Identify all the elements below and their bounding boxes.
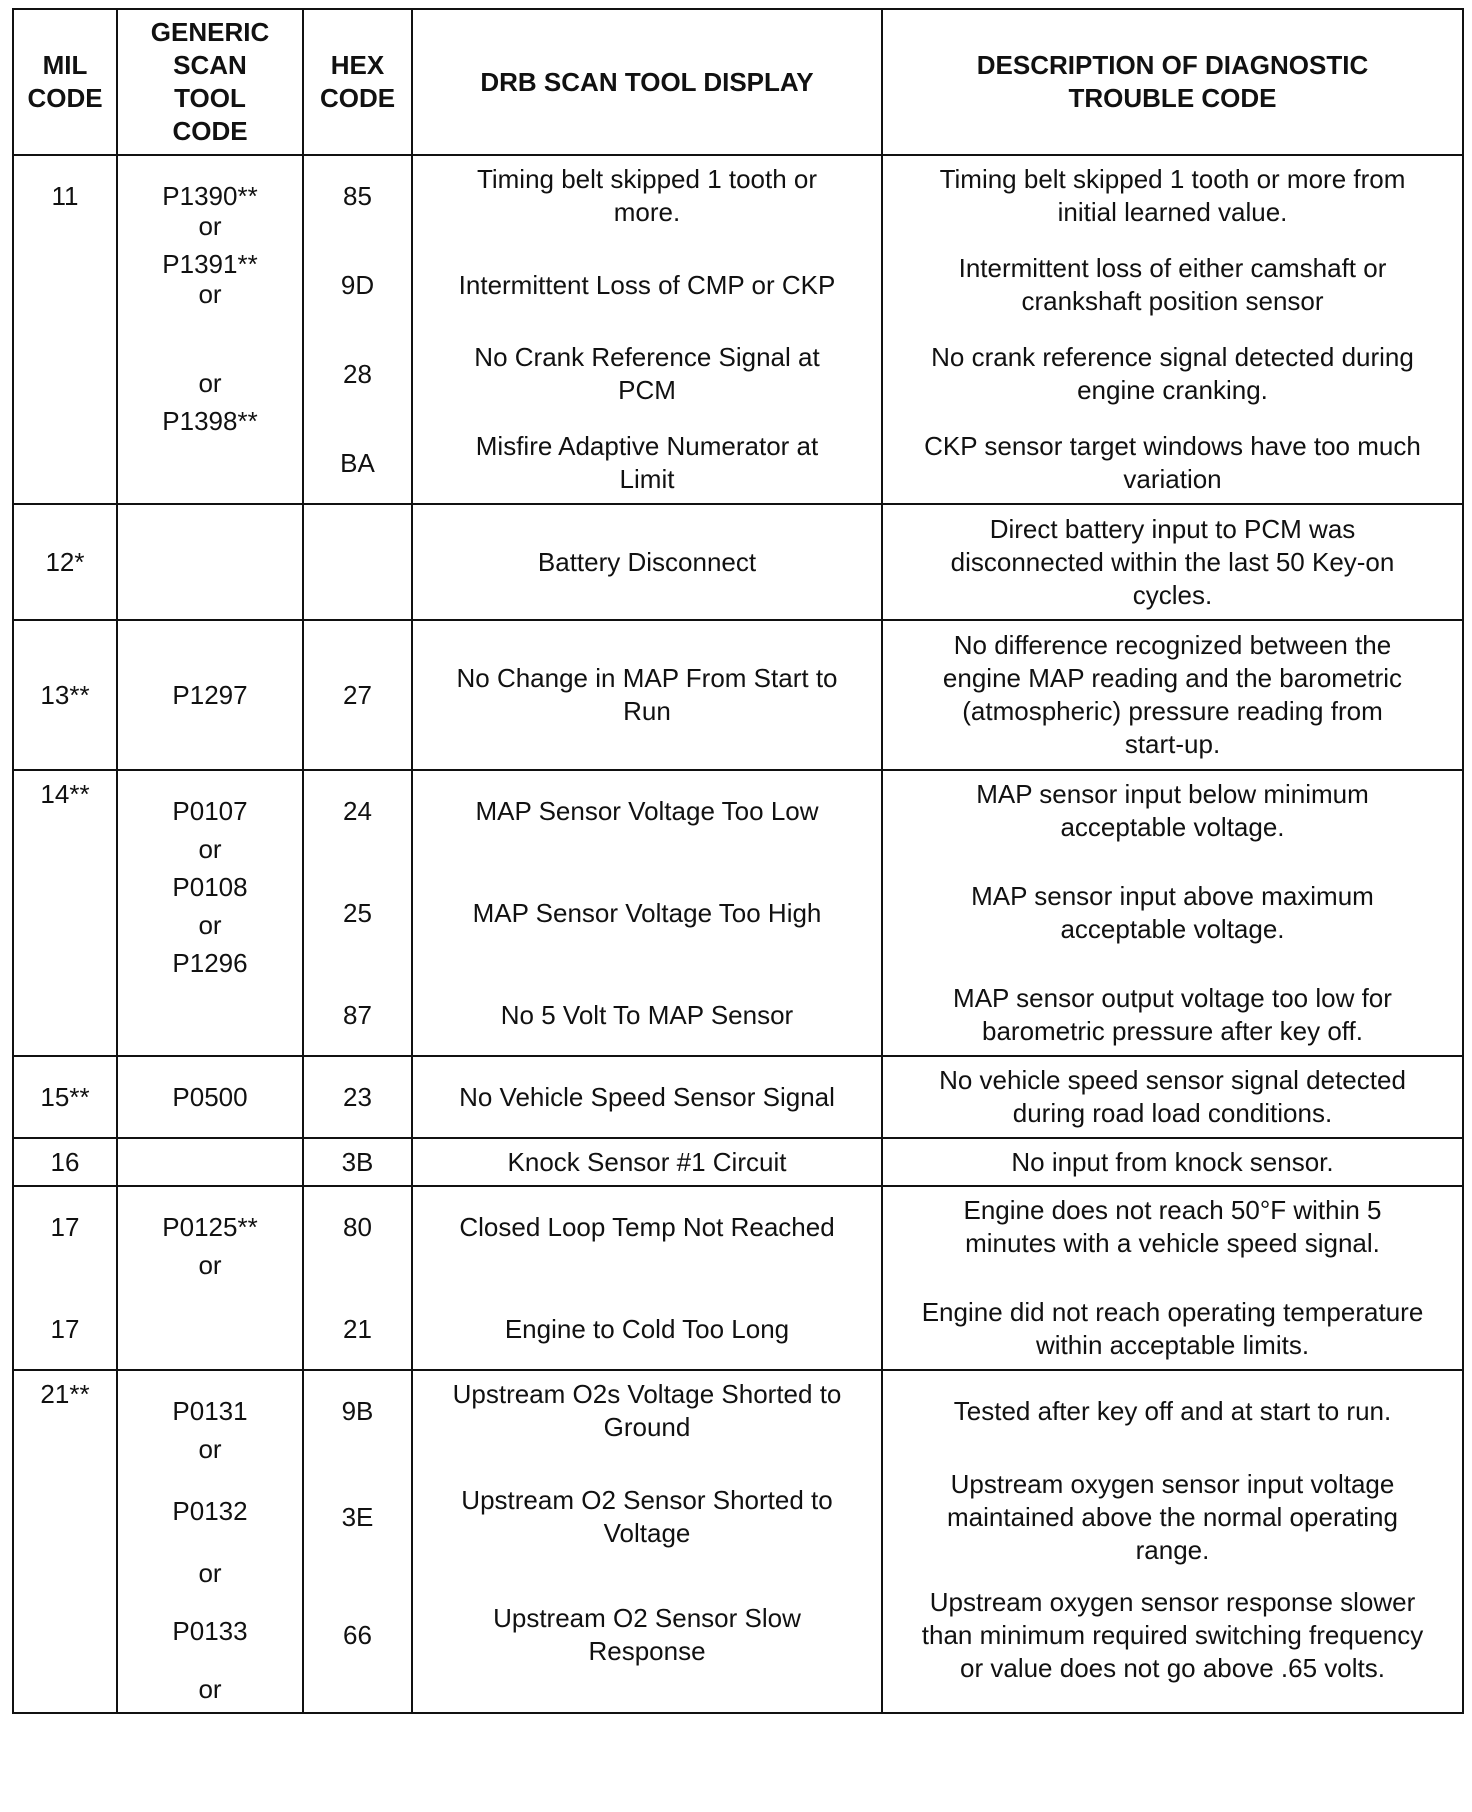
drb-text: No Change in MAP From Start to xyxy=(456,663,838,693)
mil-code-cell xyxy=(13,155,117,504)
description-cell xyxy=(882,620,1463,770)
hex-code: 3E xyxy=(341,1501,374,1532)
drb-text: Misfire Adaptive Numerator at xyxy=(475,431,819,461)
generic-code: P1296 xyxy=(172,947,248,978)
mil-code-cell xyxy=(13,770,117,1056)
header-generic-line2: SCAN xyxy=(173,50,247,80)
header-generic-line1: GENERIC xyxy=(150,17,270,47)
header-drb-line1: DRB SCAN TOOL DISPLAY xyxy=(480,66,814,97)
description-text: MAP sensor input below minimum xyxy=(976,779,1369,809)
drb-text: Voltage xyxy=(603,1518,691,1548)
description-text: or value does not go above .65 volts. xyxy=(960,1652,1385,1683)
description-text: MAP sensor output voltage too low for xyxy=(953,983,1392,1013)
description-cell xyxy=(882,1056,1463,1138)
hex-code: 27 xyxy=(343,679,372,710)
generic-code: P1391** xyxy=(162,248,258,279)
description-text: Upstream oxygen sensor response slower xyxy=(929,1586,1416,1617)
generic-code: P0107 xyxy=(172,795,248,826)
drb-text: No 5 Volt To MAP Sensor xyxy=(500,999,794,1030)
hex-code: 25 xyxy=(343,897,372,928)
drb-text: Response xyxy=(588,1636,706,1666)
generic-code-cell xyxy=(117,620,303,770)
drb-text: PCM xyxy=(618,375,676,405)
hex-code: 85 xyxy=(343,180,372,211)
header-generic-scan-tool-code xyxy=(117,9,303,155)
or-separator: or xyxy=(198,833,222,864)
header-hex-line1: HEX xyxy=(330,50,385,80)
drb-text: MAP Sensor Voltage Too High xyxy=(472,897,822,928)
description-text: Engine does not reach 50°F within 5 xyxy=(963,1195,1382,1225)
generic-code-cell xyxy=(117,770,303,1056)
drb-text: Upstream O2 Sensor Slow xyxy=(493,1603,801,1633)
description-text: Intermittent loss of either camshaft or xyxy=(958,253,1387,283)
drb-text: Limit xyxy=(619,464,675,494)
hex-code: 24 xyxy=(343,795,372,826)
or-separator: or xyxy=(198,210,222,241)
hex-code: 9D xyxy=(340,269,375,300)
description-text: cycles. xyxy=(1132,579,1213,610)
hex-code: BA xyxy=(340,447,375,478)
dtc-table xyxy=(12,8,1464,1714)
or-separator: or xyxy=(198,1433,222,1464)
dtc-table-container xyxy=(12,8,1462,1714)
description-text: No difference recognized between the xyxy=(953,630,1392,660)
generic-code: P0108 xyxy=(172,871,248,902)
generic-code-cell xyxy=(117,1370,303,1713)
generic-code: P1390** xyxy=(162,180,258,211)
generic-code: P0133 xyxy=(172,1615,248,1646)
or-separator: or xyxy=(198,1557,222,1588)
header-hex-code xyxy=(303,9,412,155)
generic-code: P1398** xyxy=(162,405,258,436)
header-hex-line2: CODE xyxy=(319,83,396,113)
generic-code: P0500 xyxy=(172,1081,248,1112)
description-text: Tested after key off and at start to run. xyxy=(953,1395,1392,1426)
header-description xyxy=(882,9,1463,155)
hex-code-cell xyxy=(303,770,412,1056)
generic-code-cell xyxy=(117,155,303,504)
table-row-mil-13 xyxy=(13,620,1463,770)
header-generic-line3: TOOL xyxy=(174,83,246,113)
or-separator: or xyxy=(198,278,222,309)
hex-code: 80 xyxy=(343,1211,372,1242)
table-row-mil-21 xyxy=(13,1370,1463,1713)
description-text: barometric pressure after key off. xyxy=(981,1016,1363,1046)
header-desc-line2: TROUBLE CODE xyxy=(1068,83,1277,113)
mil-code: 13** xyxy=(40,679,90,710)
description-text: (atmospheric) pressure reading from xyxy=(962,696,1383,726)
hex-code-cell xyxy=(303,1056,412,1138)
drb-display-cell xyxy=(412,504,882,620)
mil-code: 12* xyxy=(45,546,85,577)
description-text: No vehicle speed sensor signal detected xyxy=(939,1065,1406,1095)
description-cell xyxy=(882,155,1463,504)
generic-code: P0125** xyxy=(162,1211,258,1242)
description-text: than minimum required switching frequency xyxy=(921,1619,1424,1650)
hex-code: 3B xyxy=(341,1146,374,1177)
description-text: crankshaft position sensor xyxy=(1021,286,1324,316)
mil-code-cell xyxy=(13,504,117,620)
drb-display-cell xyxy=(412,155,882,504)
hex-code: 21 xyxy=(343,1313,372,1344)
description-text: MAP sensor input above maximum xyxy=(971,881,1374,911)
mil-code-cell xyxy=(13,1370,117,1713)
generic-code: P0132 xyxy=(172,1495,248,1526)
description-cell xyxy=(882,1186,1463,1370)
table-row-mil-17 xyxy=(13,1186,1463,1370)
drb-text: Timing belt skipped 1 tooth or xyxy=(476,164,818,194)
hex-code: 23 xyxy=(343,1081,372,1112)
generic-code-cell xyxy=(117,1056,303,1138)
drb-text: Battery Disconnect xyxy=(537,546,757,577)
drb-text: Knock Sensor #1 Circuit xyxy=(507,1146,787,1177)
mil-code-cell xyxy=(13,620,117,770)
drb-display-cell xyxy=(412,770,882,1056)
description-text: Direct battery input to PCM was xyxy=(989,513,1356,544)
drb-display-cell xyxy=(412,1370,882,1713)
description-text: CKP sensor target windows have too much xyxy=(924,431,1421,461)
hex-code: 87 xyxy=(343,999,372,1030)
table-row-mil-14 xyxy=(13,770,1463,1056)
mil-code: 17 xyxy=(50,1313,80,1344)
mil-code: 11 xyxy=(51,180,79,211)
hex-code-cell xyxy=(303,1186,412,1370)
drb-display-cell xyxy=(412,1186,882,1370)
generic-code-cell xyxy=(117,1186,303,1370)
header-generic-line4: CODE xyxy=(172,116,248,146)
header-mil-line1: MIL xyxy=(42,50,88,80)
description-text: range. xyxy=(1135,1534,1210,1565)
header-desc-line1: DESCRIPTION OF DIAGNOSTIC xyxy=(976,50,1369,80)
header-mil-line2: CODE xyxy=(27,83,103,113)
description-text: within acceptable limits. xyxy=(1035,1330,1310,1360)
generic-code: P1297 xyxy=(172,679,248,710)
description-cell xyxy=(882,770,1463,1056)
mil-code-cell xyxy=(13,1056,117,1138)
description-text: during road load conditions. xyxy=(1012,1098,1333,1128)
mil-code-cell xyxy=(13,1138,117,1186)
mil-code: 21** xyxy=(40,1378,90,1409)
hex-code-cell xyxy=(303,504,412,620)
mil-code: 14** xyxy=(40,778,90,809)
description-text: minutes with a vehicle speed signal. xyxy=(965,1228,1380,1258)
or-separator: or xyxy=(198,1673,222,1704)
description-text: disconnected within the last 50 Key-on xyxy=(950,546,1395,577)
drb-text: Closed Loop Temp Not Reached xyxy=(459,1211,835,1242)
description-text: Timing belt skipped 1 tooth or more from xyxy=(939,164,1406,194)
description-text: Upstream oxygen sensor input voltage xyxy=(950,1468,1395,1499)
generic-code-cell xyxy=(117,1138,303,1186)
hex-code: 28 xyxy=(343,358,372,389)
description-cell xyxy=(882,1370,1463,1713)
or-separator: or xyxy=(198,909,222,940)
mil-code-cell xyxy=(13,1186,117,1370)
description-text: acceptable voltage. xyxy=(1060,914,1285,944)
description-cell xyxy=(882,504,1463,620)
drb-text: Upstream O2s Voltage Shorted to xyxy=(452,1379,842,1409)
table-row-mil-11 xyxy=(13,155,1463,504)
header-mil-code xyxy=(13,9,117,155)
header-drb-scan-tool-display xyxy=(412,9,882,155)
drb-text: MAP Sensor Voltage Too Low xyxy=(475,795,819,826)
or-separator: or xyxy=(198,367,222,398)
drb-text: Ground xyxy=(603,1412,691,1442)
drb-text: Upstream O2 Sensor Shorted to xyxy=(461,1485,833,1515)
drb-text: more. xyxy=(613,197,681,227)
hex-code: 9B xyxy=(341,1395,374,1426)
drb-display-cell xyxy=(412,1138,882,1186)
drb-text: No Vehicle Speed Sensor Signal xyxy=(459,1081,835,1112)
hex-code-cell xyxy=(303,620,412,770)
drb-text: Engine to Cold Too Long xyxy=(504,1313,790,1344)
header-row xyxy=(13,9,1463,155)
drb-text: Run xyxy=(623,696,671,726)
description-cell xyxy=(882,1138,1463,1186)
generic-code: P0131 xyxy=(172,1395,248,1426)
description-text: acceptable voltage. xyxy=(1060,812,1285,842)
description-text: No crank reference signal detected during xyxy=(931,342,1414,372)
hex-code: 66 xyxy=(343,1619,372,1650)
mil-code: 15** xyxy=(40,1081,90,1112)
description-text: Engine did not reach operating temperature xyxy=(921,1297,1424,1327)
hex-code-cell xyxy=(303,1138,412,1186)
drb-display-cell xyxy=(412,1056,882,1138)
generic-code-cell xyxy=(117,504,303,620)
description-text: maintained above the normal operating xyxy=(947,1501,1398,1532)
table-row-mil-12 xyxy=(13,504,1463,620)
drb-text: No Crank Reference Signal at xyxy=(474,342,820,372)
drb-display-cell xyxy=(412,620,882,770)
mil-code: 17 xyxy=(50,1211,80,1242)
description-text: initial learned value. xyxy=(1057,197,1288,227)
table-row-mil-16 xyxy=(13,1138,1463,1186)
description-text: engine cranking. xyxy=(1077,375,1268,405)
or-separator: or xyxy=(198,1249,222,1280)
hex-code-cell xyxy=(303,1370,412,1713)
table-row-mil-15 xyxy=(13,1056,1463,1138)
description-text: No input from knock sensor. xyxy=(1011,1146,1334,1177)
drb-text: Intermittent Loss of CMP or CKP xyxy=(458,269,836,300)
description-text: variation xyxy=(1123,464,1222,494)
description-text: engine MAP reading and the barometric xyxy=(942,663,1403,693)
mil-code: 16 xyxy=(50,1146,80,1177)
description-text: start-up. xyxy=(1124,729,1221,759)
hex-code-cell xyxy=(303,155,412,504)
